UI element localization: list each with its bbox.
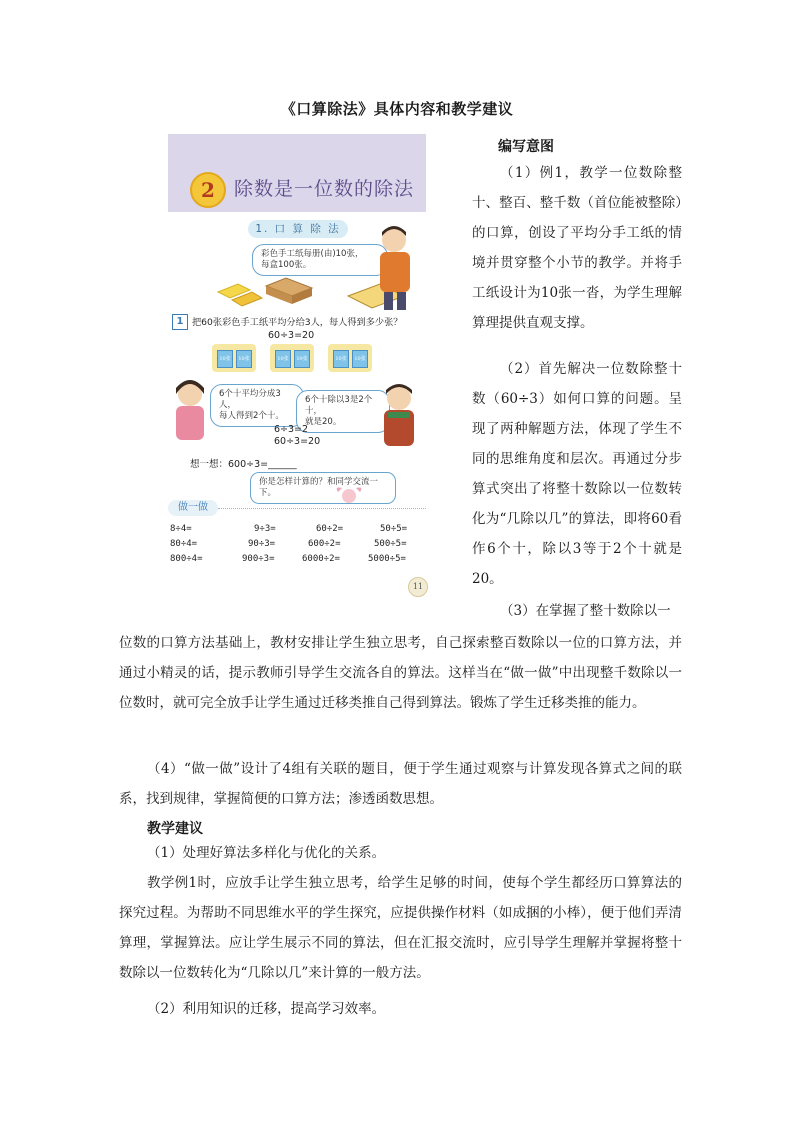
intent-paragraph-1: （1）例1，教学一位数除整十、整百、整千数（首位能被整除）的口算，创设了平均分手工纸的情境并贯穿整个小节的教学。并将手工纸设计为10张一沓，为学生理解算理提供直观支撑。 <box>472 165 682 331</box>
teaching-subheading-2: （2）利用知识的迁移，提高学习效率。 <box>147 1001 386 1017</box>
exercise-cell: 9÷3= <box>254 524 276 534</box>
speech-bubble-girl: 6个十平均分成3人， 每人得到2个十。 <box>210 384 304 427</box>
exercise-cell: 900÷3= <box>242 554 275 564</box>
teaching-heading: 教学建议 <box>147 821 203 837</box>
boy-illustration <box>364 222 424 312</box>
teaching-paragraph-1: 教学例1时，应放手让学生独立思考，给学生足够的时间，使每个学生都经历口算算法的探究过程。为帮助不同思维水平的学生探究，应提供操作材料（如成捆的小棒），便于他们弄清算理，掌握算法。应让学生展示不同的算法，但在汇报交流时，应引导学生理解并掌握将整十数除以一位数转化为“几除以几”来计算的一般方法。 <box>119 875 682 981</box>
chapter-banner <box>168 134 426 212</box>
intent-paragraph-4: （4）“做一做”设计了4组有关联的题目，便于学生通过观察与计算发现各算式之间的联系，找到规律，掌握简便的口算方法；渗透函数思想。 <box>119 761 682 807</box>
speech-bubble-fairy: 你是怎样计算的？和同学交流一下。 <box>250 472 396 504</box>
boy2-illustration <box>374 382 424 452</box>
teaching-subheading-1: （1）处理好算法多样化与优化的关系。 <box>147 845 386 861</box>
paper-bundle: 10张 <box>275 350 291 368</box>
intent-paragraph-2: （2）首先解决一位数除整十数（60÷3）如何口算的问题。呈现了两种解题方法，体现了学生不同的思维角度和层次。再通过分步算式突出了将整十数除以一位数转化为“几除以几”的算法，即将60看作6个十，除以3等于2个十就是20。 <box>472 361 682 587</box>
paper-bundle: 10张 <box>236 350 252 368</box>
intent-paragraph-3-start: （3）在掌握了整十数除以一 <box>500 603 671 619</box>
equation-main: 60÷3=20 <box>268 330 315 341</box>
paper-group-1 <box>212 344 256 372</box>
fairy-icon <box>334 484 364 510</box>
exercise-cell: 5000÷5= <box>368 554 406 564</box>
think-question: 想一想：600÷3=______ <box>190 459 297 470</box>
paper-bundle: 10张 <box>217 350 233 368</box>
paper-bundle: 10张 <box>294 350 310 368</box>
textbook-figure <box>168 134 430 602</box>
section-title: 1. 口 算 除 法 <box>248 220 348 238</box>
exercise-cell: 8÷4= <box>170 524 192 534</box>
example-question: 把60张彩色手工纸平均分给3人，每人得到多少张？ <box>192 317 403 328</box>
paper-group-2 <box>270 344 314 372</box>
paper-bundle: 10张 <box>352 350 368 368</box>
chapter-title: 除数是一位数的除法 <box>234 178 415 200</box>
step-1: 6÷3=2 <box>274 424 309 435</box>
speech-bubble-top: 彩色手工纸每册(由)10张， 每盒100张。 <box>252 244 388 276</box>
speech-bubble-boy: 6个十除以3是2个十， 就是20。 <box>296 390 390 433</box>
exercise-cell: 60÷2= <box>316 524 344 534</box>
paper-bundle: 10张 <box>333 350 349 368</box>
practice-label: 做一做 <box>168 500 218 516</box>
girl-illustration <box>168 378 212 448</box>
exercise-cell: 800÷4= <box>170 554 203 564</box>
exercise-cell: 90÷3= <box>248 539 276 549</box>
chapter-number: 2 <box>190 172 226 208</box>
intent-heading: 编写意图 <box>498 139 554 155</box>
exercise-cell: 600÷2= <box>308 539 341 549</box>
practice-divider <box>218 508 426 509</box>
document-title: 《口算除法》具体内容和教学建议 <box>280 100 514 118</box>
step-2: 60÷3=20 <box>274 436 321 447</box>
intent-paragraph-3-continued: 位数的口算方法基础上，教材安排让学生独立思考，自己探索整百数除以一位的口算方法，并通过小精灵的话，提示教师引导学生交流各自的算法。这样当在“做一做”中出现整千数除以一位数时，就可完全放手让学生通过迁移类推自己得到算法。锻炼了学生迁移类推的能力。 <box>119 635 682 711</box>
paper-group-3 <box>328 344 372 372</box>
exercise-cell: 500÷5= <box>374 539 407 549</box>
exercise-cell: 50÷5= <box>380 524 408 534</box>
example-number: 1 <box>172 314 188 330</box>
exercise-cell: 6000÷2= <box>302 554 340 564</box>
exercise-cell: 80÷4= <box>170 539 198 549</box>
figure-page-number: 11 <box>408 577 428 597</box>
